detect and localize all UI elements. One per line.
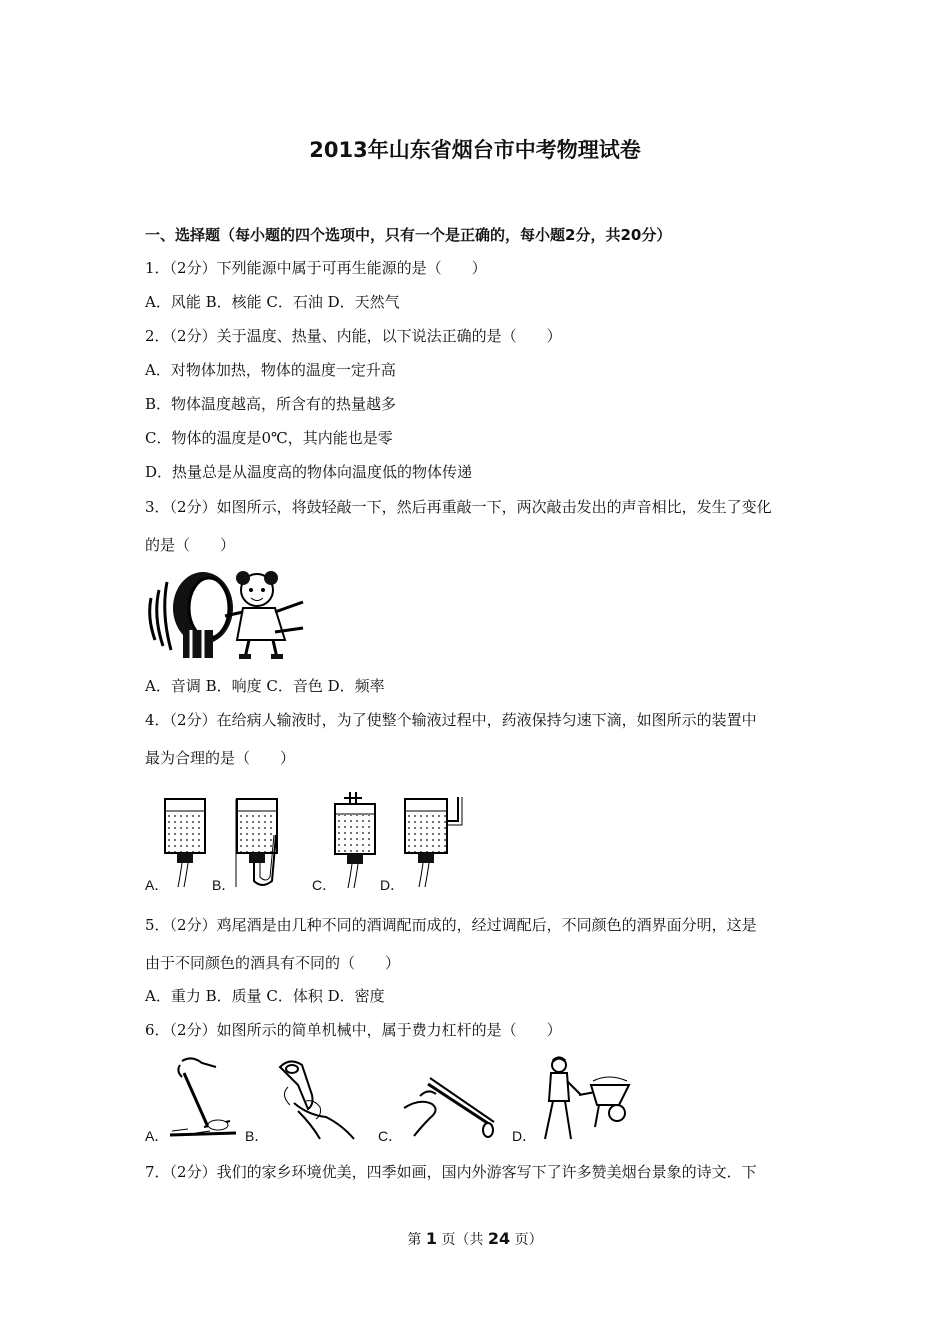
question-2-option-b: B．物体温度越高，所含有的热量越多 (145, 395, 397, 413)
q4-label-b: B． (212, 877, 236, 893)
question-5-options: A．重力 B．质量 C．体积 D．密度 (145, 987, 385, 1005)
infusion-bottle-b (232, 795, 292, 890)
q4-label-a: A． (145, 877, 169, 893)
question-3-stem-line2: 的是（ ） (145, 536, 236, 554)
question-3-stem-line1: 3．（2分）如图所示，将鼓轻敲一下，然后再重敲一下，两次敲击发出的声音相比，发生了变化 (145, 498, 772, 516)
section-heading: 一、选择题（每小题的四个选项中，只有一个是正确的，每小题2分，共20分） (145, 226, 672, 244)
question-5-stem-line1: 5．（2分）鸡尾酒是由几种不同的酒调配而成的，经过调配后，不同颜色的酒界面分明，这是 (145, 916, 757, 934)
page-footer (0, 1229, 950, 1249)
bottle-opener-figure (268, 1055, 358, 1143)
question-3-options: A．音调 B．响度 C．音色 D．频率 (145, 677, 385, 695)
crowbar-figure (168, 1055, 238, 1140)
q4-label-c: C． (312, 877, 337, 893)
drum-figure (145, 568, 310, 663)
question-4-stem-line1: 4．（2分）在给病人输液时，为了使整个输液过程中，药液保持匀速下滴，如图所示的装置中 (145, 711, 757, 729)
footer-page-number: 1 (425, 1229, 437, 1248)
question-2-stem: 2．（2分）关于温度、热量、内能，以下说法正确的是（ ） (145, 327, 562, 345)
infusion-bottle-a (160, 795, 210, 890)
wheelbarrow-figure (535, 1055, 635, 1143)
question-2-option-c: C．物体的温度是0℃，其内能也是零 (145, 429, 393, 447)
footer-suffix: 页） (514, 1232, 543, 1248)
question-7-stem-line1: 7．（2分）我们的家乡环境优美，四季如画，国内外游客写下了许多赞美烟台景象的诗文．下 (145, 1163, 757, 1181)
q6-label-b: B． (245, 1128, 269, 1144)
q4-label-d: D． (380, 877, 405, 893)
question-1-stem: 1．（2分）下列能源中属于可再生能源的是（ ） (145, 259, 487, 277)
question-4-stem-line2: 最为合理的是（ ） (145, 749, 296, 767)
question-2-option-a: A．对物体加热，物体的温度一定升高 (145, 361, 396, 379)
question-1-options: A．风能 B．核能 C．石油 D．天然气 (145, 293, 400, 311)
q6-label-c: C． (378, 1128, 403, 1144)
infusion-bottle-d (400, 795, 470, 890)
q6-label-a: A． (145, 1128, 169, 1144)
footer-middle: 页（共 (441, 1232, 484, 1248)
q6-label-d: D． (512, 1128, 537, 1144)
infusion-bottle-c (330, 788, 380, 890)
footer-prefix: 第 (407, 1232, 422, 1248)
page-title: 2013年山东省烟台市中考物理试卷 (309, 138, 641, 162)
footer-total-pages: 24 (487, 1229, 511, 1248)
question-5-stem-line2: 由于不同颜色的酒具有不同的（ ） (145, 954, 401, 972)
tweezers-figure (400, 1070, 500, 1140)
question-6-stem: 6．（2分）如图所示的简单机械中，属于费力杠杆的是（ ） (145, 1021, 562, 1039)
question-2-option-d: D．热量总是从温度高的物体向温度低的物体传递 (145, 463, 473, 481)
